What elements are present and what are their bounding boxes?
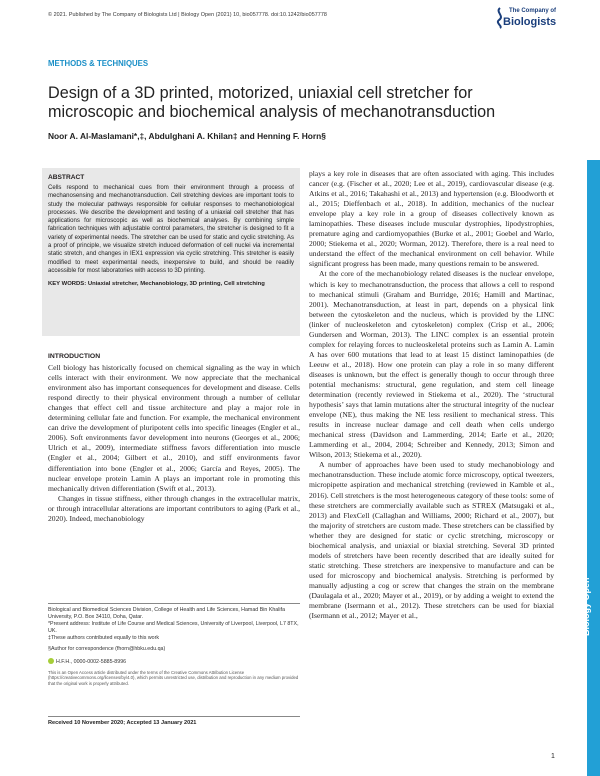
section-label: METHODS & TECHNIQUES (48, 59, 149, 68)
right-paragraph-3: A number of approaches have been used to study mechanobiology and mechanotransduction. These include atomic force microscopy, optical tweezers, micropipette aspiration and mechanical stretching (reviewed in Kamble et al., 2016). Cell stretchers is the most heterogeneous category of these tools: some of these stretchers are commercially available such as STREX (Matsugaki et al., 2013) and FlexCell (Callaghan and Williams, 2000; Richard et al., 2007), but the majority of stretchers are custom made. These stretchers can be classified by whether they are designed for static or cyclic stretching, microscopy or biochemical analysis, and uniaxial or biaxial stretching. Several 3D printed models of stretchers have been recently described that are ideally suited for static stretching. These stretchers are inexpensive to manufacture and can be used for microscopy and biochemical analysis. Stretching is performed by manually adjusting a cog or screw that changes the strain on the membrane (Daulagala et al., 2020; Mayer et al., 2019), or by adding a weight to extend the membrane (Isermann et al., 2012). These stretchers can be used for biaxial (Isermann et al., 2012; Mayer et al., (309, 460, 554, 621)
received-dates: Received 10 November 2020; Accepted 13 January 2021 (48, 716, 300, 726)
footnotes (48, 603, 300, 686)
side-bar (587, 160, 600, 776)
intro-paragraph-1: Cell biology has historically focused on chemical signaling as the way in which cells interact with their environment. We now appreciate that the mechanical environment also has important consequences for development and disease. Cells respond directly to their physical environment through a number of cellular changes that effect cell and tissue architecture and play a major role in determining cellular fate and function. For example, the mechanical environment can drive the development of pluripotent cells into specific lineages (Engler et al., 2006). Soft environments favor development into neurons (Georges et al., 2006; Ulrich et al., 2009), intermediate stiffness favors differentiation into muscle (Engler et al., 2004; Gilbert et al., 2010), and stiff environments favor differentiation into bone (Engler et al., 2006; García and Reyes, 2005). The nuclear envelope protein Lamin A plays an important role in promoting this mechanically driven differentiation (Swift et al., 2013). (48, 363, 300, 493)
license-text: This is an Open Access article distributed under the terms of the Creative Commons Attribution License (https://creativecommons.org/licenses/by/4.0), which permits unrestricted use, distribution and reproduction in any medium provided that the original work is properly attributed. (48, 669, 299, 686)
introduction-heading: INTRODUCTION (48, 353, 101, 360)
orcid-line[interactable] (48, 658, 300, 666)
article-title: Design of a 3D printed, motorized, uniaxial cell stretcher for microscopic and biochemical analysis of mechanotransduction (48, 84, 496, 121)
abstract-heading: ABSTRACT (48, 174, 85, 181)
orcid-icon (48, 658, 54, 664)
right-paragraph-2: At the core of the mechanobiology related diseases is the nuclear envelope, which is key to mechanotransduction, the process that allows a cell to respond to mechanical stimuli (Graham and Burridge, 2016; Hamill and Martinac, 2001). Mechanotransduction, at least in part, depends on a physical link between the cytoskeleton and the nucleus, which is provided by the LINC (linker of nucleoskeleton and cytoskeleton) complex (Crisp et al., 2006; Gundersen and Worman, 2013). The LINC complex is an essential protein complex for relaying forces to nucleoskeletal proteins such as Lamin A. Lamin A has over 600 mutations that lead to at least 15 distinct laminopathies (de Leeuw et al., 2018). How one protein can play a role in so many different diseases is unknown, but the effect is generally though to occur through three potential mechanisms: structural, gene regulation, and stem cell lineage determination (recently reviewed in Stiekema et al., 2020). The ‘structural hypothesis’ says that lamin mutations alter the structural integrity of the nuclear envelope (NE), thus making the NE less resilient to mechanical stress. This results in increase nuclear damage and cell death when cells undergo mechanical stress (Davidson and Lammerding, 2014; Earle et al., 2020; Lammerding et al., 2004, 2004; Schreiber and Kennedy, 2013; Simon and Wilson, 2013; Stiekema et al., 2020). (309, 269, 554, 460)
page-number: 1 (551, 753, 555, 760)
publisher-logo[interactable] (493, 6, 555, 36)
logo-line2: Biologists (503, 16, 557, 28)
intro-paragraph-2: Changes in tissue stiffness, either through changes in the extracellular matrix, or through intracellular alterations are important contributors to aging (Park et al., 2020). Indeed, mechanobiology (48, 493, 300, 523)
keywords: KEY WORDS: Uniaxial stretcher, Mechanobiology, 3D printing, Cell stretching (48, 281, 265, 288)
abstract-text: Cells respond to mechanical cues from their environment through a process of mechanosensing and mechanotransduction. Cell stretching devices are important tools to study the molecular pathways responsible for cellular responses to mechanobiological processes. We describe the development and testing of a uniaxial cell stretcher that has applications for microscopic as well as biochemical analyses. By combining simple fabrication techniques with adjustable control parameters, the stretcher is designed to fit a variety of experimental needs. The stretcher can be used for static and cyclic stretching. As a proof of principle, we visualize stretch induced deformation of cell nuclei via incremental static stretch, and changes in IEX1 expression via cyclic stretching. This stretcher is easily modified to meet experimental needs, inexpensive to build, and should be readily accessible for most laboratories with access to 3D printing. (48, 185, 294, 274)
left-column (48, 352, 300, 524)
affiliation: Biological and Biomedical Sciences Division, College of Health and Life Sciences, Hamad Bin Khalifa University, P.O. Box 34110, Doha, Qatar. (48, 607, 286, 621)
journal-citation: © 2021. Published by The Company of Biologists Ltd | Biology Open (2021) 10, bio057778. doi:10.1242/bio057778 (48, 12, 327, 18)
side-journal-label: Biology Open (581, 577, 591, 636)
right-paragraph-1: plays a key role in diseases that are often associated with aging. This includes cancer (e.g. (Fischer et al., 2020; Lee et al., 2019), cardiovascular disease (e.g. Atkins et al., 2016; Takahashi et al., 2013) and hypertension (e.g. Bloodworth et al., 2015; Dieffenbach et al., 2018). In addition, mechanics of the nuclear envelope play a key role in a group of diseases collectively known as laminopathies. These diseases include muscular dystrophies, lipodystrophies, premature aging and cardiomyopathies (Burke et al., 2001; Goebel and Warlo, 2000; Stiekema et al., 2020; Worman, 2012). Therefore, there is a real need to understand the effect of the mechanical environment on cell behavior. While significant progress has been made, many questions remain to be answered. (309, 169, 554, 269)
orcid-text: H.F.H., 0000-0002-5885-8996 (56, 658, 127, 665)
right-column (309, 169, 554, 621)
present-address: *Present address: Institute of Life Course and Medical Sciences, University of Liverpool, Liverpool, L7 8TX, UK. (48, 621, 299, 635)
article-authors: Noor A. Al-Maslamani*,‡, Abdulghani A. Khilan‡ and Henning F. Horn§ (48, 131, 326, 141)
logo-line1: The Company of (509, 8, 557, 14)
abstract-box (42, 168, 300, 336)
correspondence[interactable]: §Author for correspondence (fhorn@hbku.edu.qa) (48, 646, 166, 653)
equal-contribution-note: ‡These authors contributed equally to this work (48, 635, 160, 642)
